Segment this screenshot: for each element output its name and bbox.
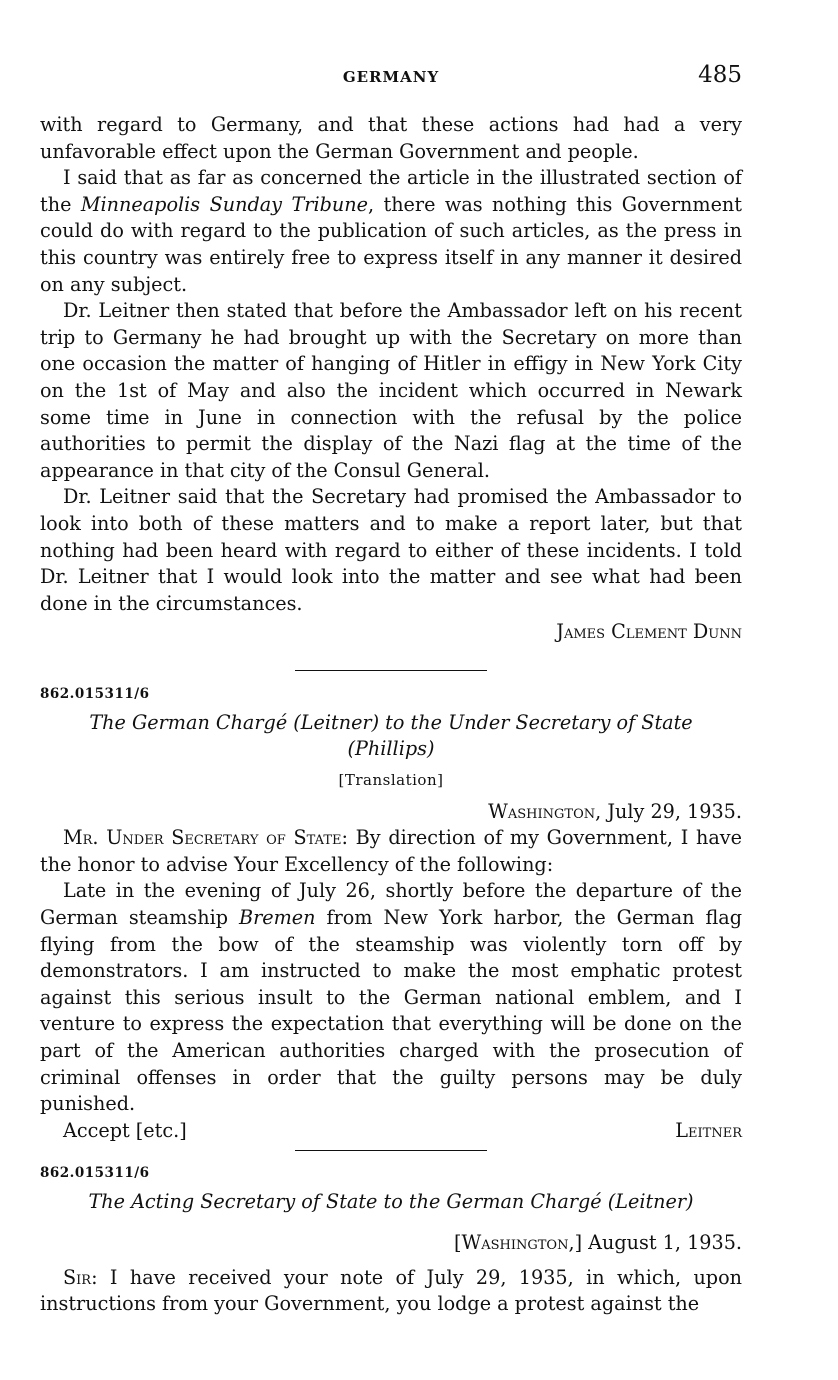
paragraph	[40, 1265, 742, 1318]
page-number: 485	[698, 62, 742, 88]
ship-name: Bremen	[238, 906, 316, 930]
paragraph-text: : By direction of my Government, I have the honor to advise Your Excellency of the following:	[40, 826, 742, 876]
dateline-date: ,] August 1, 1935.	[568, 1230, 742, 1254]
newspaper-title: Minneapolis Sunday Tribune	[80, 192, 368, 216]
paragraph	[40, 878, 742, 1117]
file-number: 862.015311/6	[40, 1165, 150, 1182]
page-body	[40, 112, 742, 1318]
paragraph-text: from New York harbor, the German flag flying from the bow of the steamship was violently torn off by demonstrators. I am instructed to make the most emphatic protest against this serious insult to the German national emblem, and I venture to express the expectation that everything will be done on the part of the American authorities charged with the prosecution of criminal offenses in order that the guilty persons may be duly punished.	[40, 906, 743, 1116]
paragraph-text: Late in the evening of July 26, shortly before the departure of the German steamship	[40, 879, 742, 930]
running-head	[40, 62, 742, 94]
dateline-place: Washington	[461, 1230, 569, 1254]
paragraph: with regard to Germany, and that these actions had had a very unfavorable effect upon the German Government and people.	[40, 113, 742, 163]
dateline-place: Washington	[488, 799, 596, 823]
signature: James Clement Dunn	[556, 620, 742, 644]
paragraph-text: , there was nothing this Government could do with regard to the publication of such articles, as the press in this country was entirely free to express itself in any manner it desired on any subject.	[40, 192, 742, 296]
running-title: GERMANY	[342, 68, 440, 86]
bracket: [	[454, 1230, 462, 1254]
salutation: Sir	[63, 1265, 92, 1289]
dateline	[40, 1230, 742, 1257]
document-heading: The German Chargé (Leitner) to the Under Secretary of State	[89, 710, 693, 734]
signature: Leitner	[675, 1118, 742, 1142]
document-heading: (Phillips)	[347, 737, 435, 761]
file-number: 862.015311/6	[40, 685, 150, 702]
dateline-date: , July 29, 1935.	[595, 799, 742, 823]
section-divider	[295, 1150, 487, 1151]
paragraph-text: : I have received your note of July 29, 1935, in which, upon instructions from your Government, you lodge a protest against the	[40, 1265, 742, 1316]
closing-line	[40, 1118, 742, 1145]
document-heading: The Acting Secretary of State to the German Chargé (Leitner)	[88, 1190, 694, 1214]
salutation: Mr. Under Secretary of State	[63, 826, 342, 850]
closing: Accept [etc.]	[63, 1118, 187, 1142]
paragraph	[40, 165, 742, 298]
section-divider	[295, 670, 487, 671]
paragraph: Dr. Leitner then stated that before the Ambassador left on his recent trip to Germany he had brought up with the Secretary on more than one occasion the matter of hanging of Hitler in effigy in New York City on the 1st of May and also the incident which occurred in Newark some time in June in connection with the refusal by the police authorities to permit the display of the Nazi flag at the time of the appearance in that city of the Consul General.	[40, 299, 742, 482]
translation-note: [Translation]	[338, 771, 444, 790]
paragraph	[40, 825, 742, 878]
paragraph: Dr. Leitner said that the Secretary had promised the Ambassador to look into both of these matters and to make a report later, but that nothing had been heard with regard to either of these incidents. I told Dr. Leitner that I would look into the matter and see what had been done in the circumstances.	[40, 485, 742, 615]
paragraph-text: I said that as far as concerned the article in the illustrated section of the	[40, 166, 742, 216]
dateline	[40, 799, 742, 826]
